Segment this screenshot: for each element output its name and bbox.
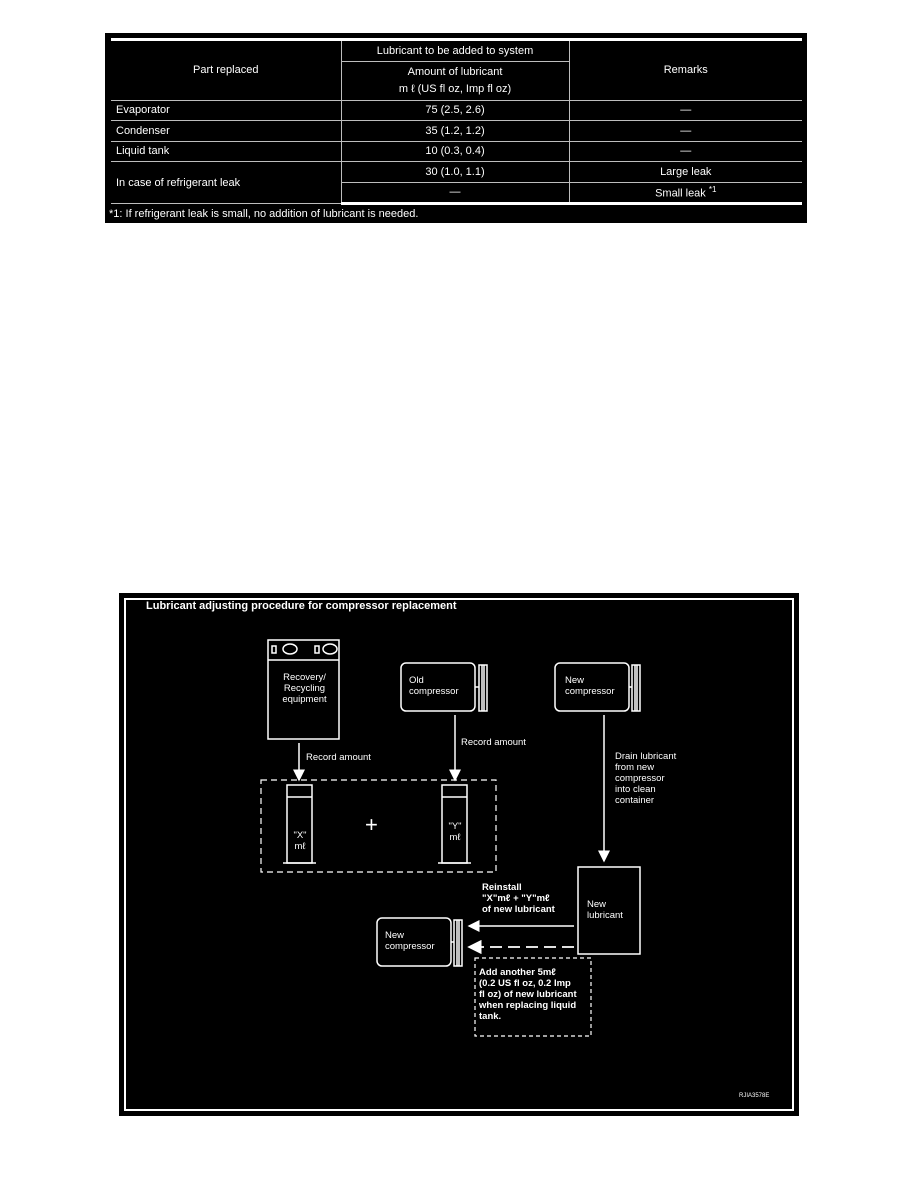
table-row	[111, 141, 802, 162]
footnote-marker: *1	[708, 184, 717, 194]
header-lubricant-group: Lubricant to be added to system	[341, 40, 569, 62]
lubricant-table-panel	[105, 33, 807, 223]
amount-cell: 10 (0.3, 0.4)	[341, 141, 569, 162]
table-row	[111, 100, 802, 121]
amount-cell: 35 (1.2, 1.2)	[341, 121, 569, 142]
old-compressor-label: Old compressor	[409, 675, 459, 697]
x-amount-label: "X" mℓ	[293, 830, 307, 852]
remarks-cell	[569, 182, 802, 204]
new-lubricant-label: New lubricant	[587, 899, 623, 921]
leak-part-cell: In case of refrigerant leak	[111, 162, 341, 204]
header-amount	[341, 61, 569, 100]
part-cell: Condenser	[111, 121, 341, 142]
reinstall-label: Reinstall "X"mℓ + "Y"mℓ of new lubricant	[482, 882, 555, 915]
add-another-note: Add another 5mℓ (0.2 US fl oz, 0.2 Imp fl oz) of new lubricant when replacing liquid tank.	[479, 967, 577, 1022]
remarks-cell: Large leak	[569, 162, 802, 183]
remarks-cell: —	[569, 121, 802, 142]
lubricant-amount-table	[111, 38, 802, 205]
remarks-cell: —	[569, 141, 802, 162]
y-amount-label: "Y" mℓ	[448, 821, 462, 843]
drain-lubricant-label: Drain lubricant from new compressor into clean container	[615, 751, 677, 806]
amount-cell: 30 (1.0, 1.1)	[341, 162, 569, 183]
table-row	[111, 162, 802, 183]
record-amount-label-2: Record amount	[461, 737, 526, 748]
header-part-replaced: Part replaced	[111, 40, 341, 101]
table-row	[111, 121, 802, 142]
record-amount-label-1: Record amount	[306, 752, 371, 763]
diagram-title: Lubricant adjusting procedure for compressor replacement	[146, 600, 457, 612]
amount-cell: —	[341, 182, 569, 204]
plus-sign: +	[365, 812, 378, 837]
new-compressor-top-label: New compressor	[565, 675, 615, 697]
amount-cell: 75 (2.5, 2.6)	[341, 100, 569, 121]
new-compressor-bottom-label: New compressor	[385, 930, 435, 952]
header-amount-line2: m ℓ (US fl oz, Imp fl oz)	[398, 82, 512, 95]
diagram-drawing	[119, 593, 799, 1116]
table-header-row	[111, 40, 802, 62]
recovery-equipment-label: Recovery/ Recycling equipment	[282, 672, 327, 705]
header-amount-line1: Amount of lubricant	[407, 65, 503, 78]
lubricant-procedure-diagram	[119, 593, 799, 1116]
part-cell: Liquid tank	[111, 141, 341, 162]
header-remarks: Remarks	[569, 40, 802, 101]
figure-code: RJIA3578E	[739, 1093, 770, 1099]
small-leak-label: Small leak	[655, 187, 706, 200]
part-cell: Evaporator	[111, 100, 341, 121]
table-footnote: *1: If refrigerant leak is small, no addition of lubricant is needed.	[109, 208, 419, 220]
remarks-cell: —	[569, 100, 802, 121]
